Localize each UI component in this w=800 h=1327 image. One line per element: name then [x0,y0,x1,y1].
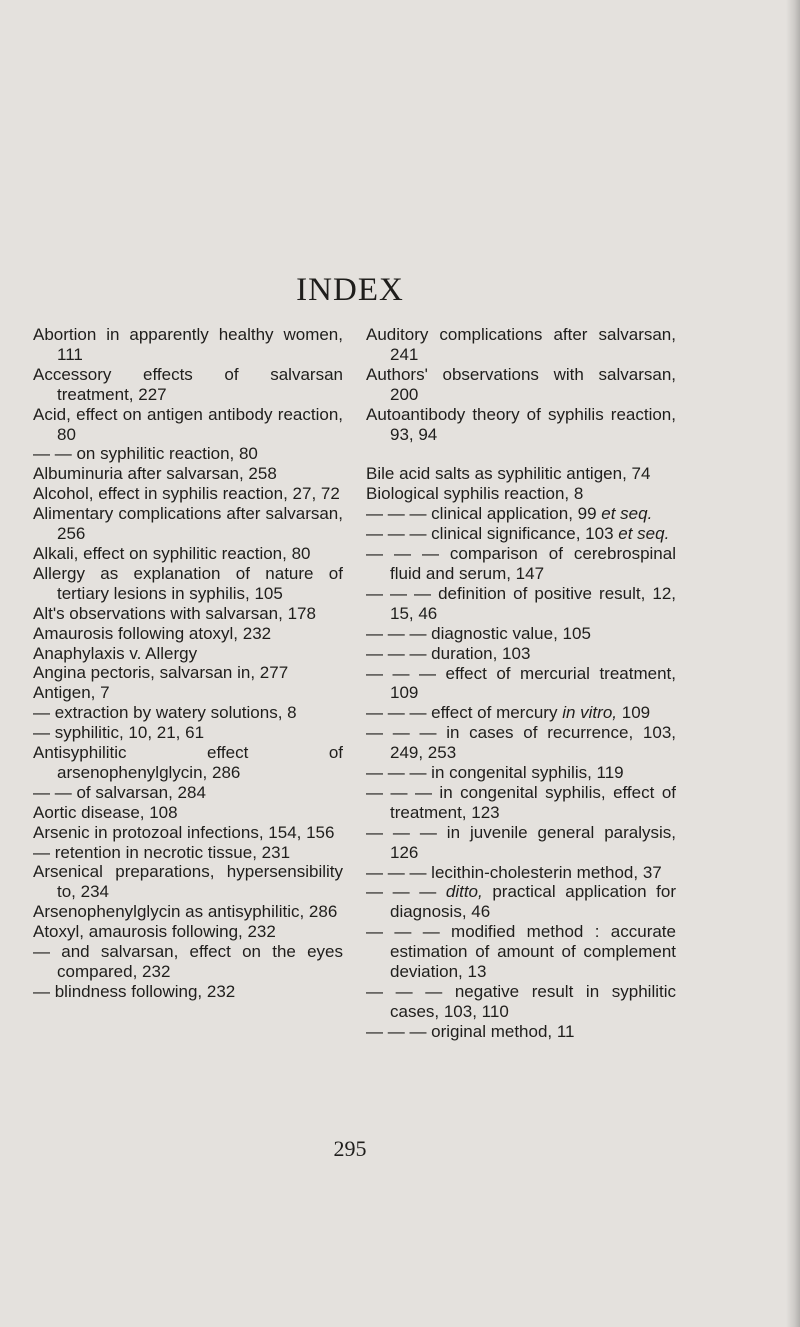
index-entry: Alimentary complications after salvarsan, 256 [33,504,343,544]
index-entry: — — — duration, 103 [366,643,531,663]
entry-italic: et seq. [601,504,653,524]
index-entry: — syphilitic, 10, 21, 61 [33,723,205,743]
index-entry: — — — definition of positive result, 12, 15, 46 [366,583,676,623]
index-entry: Arsenical preparations, hypersensibility to, 234 [33,862,343,902]
index-entry: Alkali, effect on syphilitic reaction, 80 [33,543,311,563]
index-entry: — — — lecithin-cholesterin method, 37 [366,862,662,882]
index-entry: — — — diagnostic value, 105 [366,623,591,643]
index-entry: Amaurosis following atoxyl, 232 [33,623,272,643]
index-entry: — extraction by watery solutions, 8 [33,703,297,723]
index-entry: Bile acid salts as syphilitic antigen, 74 [366,464,651,484]
index-entry: — — — negative result in syphilitic cases, 103, 110 [366,982,676,1021]
index-entry: — and salvarsan, effect on the eyes compared, 232 [33,942,343,981]
entry-italic: et seq. [618,524,670,544]
page-edge-shadow [786,0,800,1327]
entry-italic: in vitro, [562,703,617,723]
index-entry: Antisyphilitic effect of arsenophenylglycin, 286 [33,743,343,782]
index-entry: Acid, effect on antigen antibody reaction, 80 [33,404,343,444]
index-entry: — — — effect of mercurial treatment, 109 [366,663,676,703]
index-entry [366,882,676,922]
entry-text: — — — clinical significance, 103 [366,524,614,544]
entry-text: 109 [621,703,651,723]
index-entry: Abortion in apparently healthy women, 111 [33,325,343,364]
index-entry: Authors' observations with salvarsan, 200 [366,364,676,404]
index-column-right [366,325,676,1042]
index-entry: Auditory complications after salvarsan, 241 [366,325,676,364]
index-entry [366,524,676,544]
index-entry: Antigen, 7 [33,683,110,703]
index-entry: — — — in congenital syphilis, 119 [366,763,624,783]
index-entry: Atoxyl, amaurosis following, 232 [33,922,276,942]
index-entry: — — — in juvenile general paralysis, 126 [366,822,676,862]
index-column-left [33,325,343,1002]
index-entry: — — — original method, 11 [366,1021,575,1041]
index-entry: Allergy as explanation of nature of tertiary lesions in syphilis, 105 [33,563,343,603]
letter-group-gap [366,444,676,464]
entry-italic: ditto, [445,882,483,902]
index-entry: — — — in cases of recurrence, 103, 249, 253 [366,723,676,763]
index-entry: Biological syphilis reaction, 8 [366,484,584,504]
index-entry: — — — in congenital syphilis, effect of treatment, 123 [366,782,676,822]
index-entry: Accessory effects of salvarsan treatment, 227 [33,364,343,404]
entry-text: — — — clinical application, 99 [366,504,597,524]
index-entry [366,504,676,524]
page-title: INDEX [296,272,404,308]
entry-text: — — — effect of mercury [366,703,558,723]
index-entry: — — — modified method : accurate estimation of amount of complement deviation, 13 [366,922,676,982]
index-entry: — blindness following, 232 [33,981,236,1001]
index-entry: Anaphylaxis v. Allergy [33,643,198,663]
entry-text: practical application for diagnosis, 46 [390,882,676,922]
index-entry: Angina pectoris, salvarsan in, 277 [33,663,289,683]
index-entry: Autoantibody theory of syphilis reaction, 93, 94 [366,404,676,444]
index-entry: Albuminuria after salvarsan, 258 [33,464,277,484]
index-entry: — retention in necrotic tissue, 231 [33,842,291,862]
entry-text: — — — [366,882,437,902]
page-number: 295 [333,1136,367,1161]
index-entry [366,703,676,723]
index-entry: — — on syphilitic reaction, 80 [33,444,258,464]
index-entry: Aortic disease, 108 [33,802,178,822]
index-entry: — — — comparison of cerebrospinal fluid and serum, 147 [366,544,676,583]
index-entry: Alcohol, effect in syphilis reaction, 27, 72 [33,484,340,504]
index-entry: Alt's observations with salvarsan, 178 [33,603,316,623]
index-entry: Arsenophenylglycin as antisyphilitic, 286 [33,902,338,922]
index-entry: — — of salvarsan, 284 [33,782,206,802]
index-entry: Arsenic in protozoal infections, 154, 156 [33,822,335,842]
